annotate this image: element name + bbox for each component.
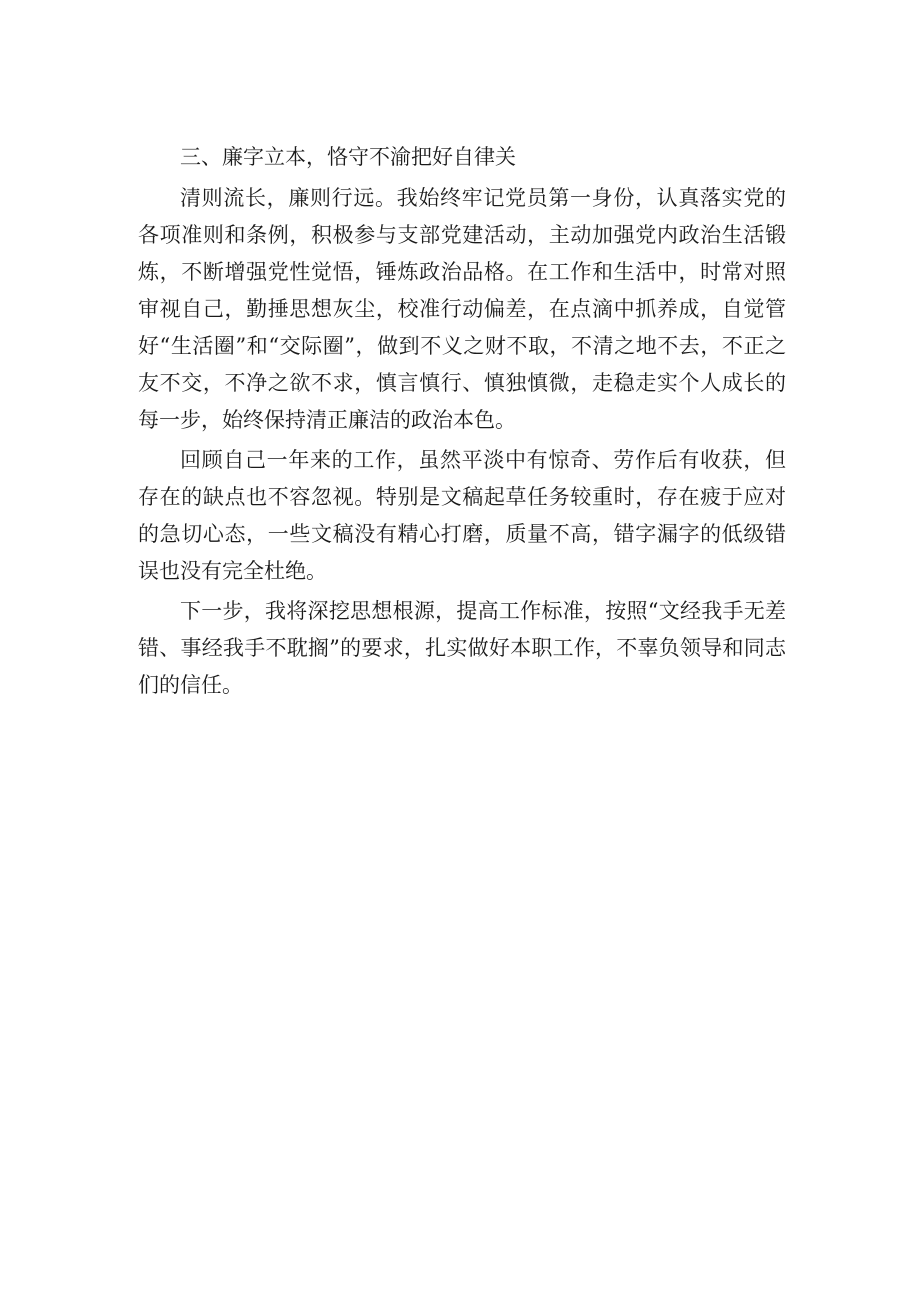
paragraph-next-step: 下一步，我将深挖思想根源，提高工作标准，按照“文经我手无差错、事经我手不耽搁”的要求，扎实做好本职工作，不辜负领导和同志们的信任。: [138, 599, 786, 697]
paragraph-review: 回顾自己一年来的工作，虽然平淡中有惊奇、劳作后有收获，但存在的缺点也不容忽视。特别是文稿起草任务较重时，存在疲于应对的急切心态，一些文稿没有精心打磨，质量不高，错字漏字的低级错误也没有完全杜绝。: [138, 448, 786, 583]
document-body: [138, 139, 786, 707]
section-heading: 三、廉字立本，恪守不渝把好自律关: [180, 145, 516, 169]
paragraph-integrity: 清则流长，廉则行远。我始终牢记党员第一身份，认真落实党的各项准则和条例，积极参与支部党建活动，主动加强党内政治生活锻炼，不断增强党性觉悟，锤炼政治品格。在工作和生活中，时常对照审视自己，勤捶思想灰尘，校准行动偏差，在点滴中抓养成，自觉管好“生活圈”和“交际圈”，做到不义之财不取，不清之地不去，不正之友不交，不净之欲不求，慎言慎行、慎独慎微，走稳走实个人成长的每一步，始终保持清正廉洁的政治本色。: [138, 186, 786, 432]
